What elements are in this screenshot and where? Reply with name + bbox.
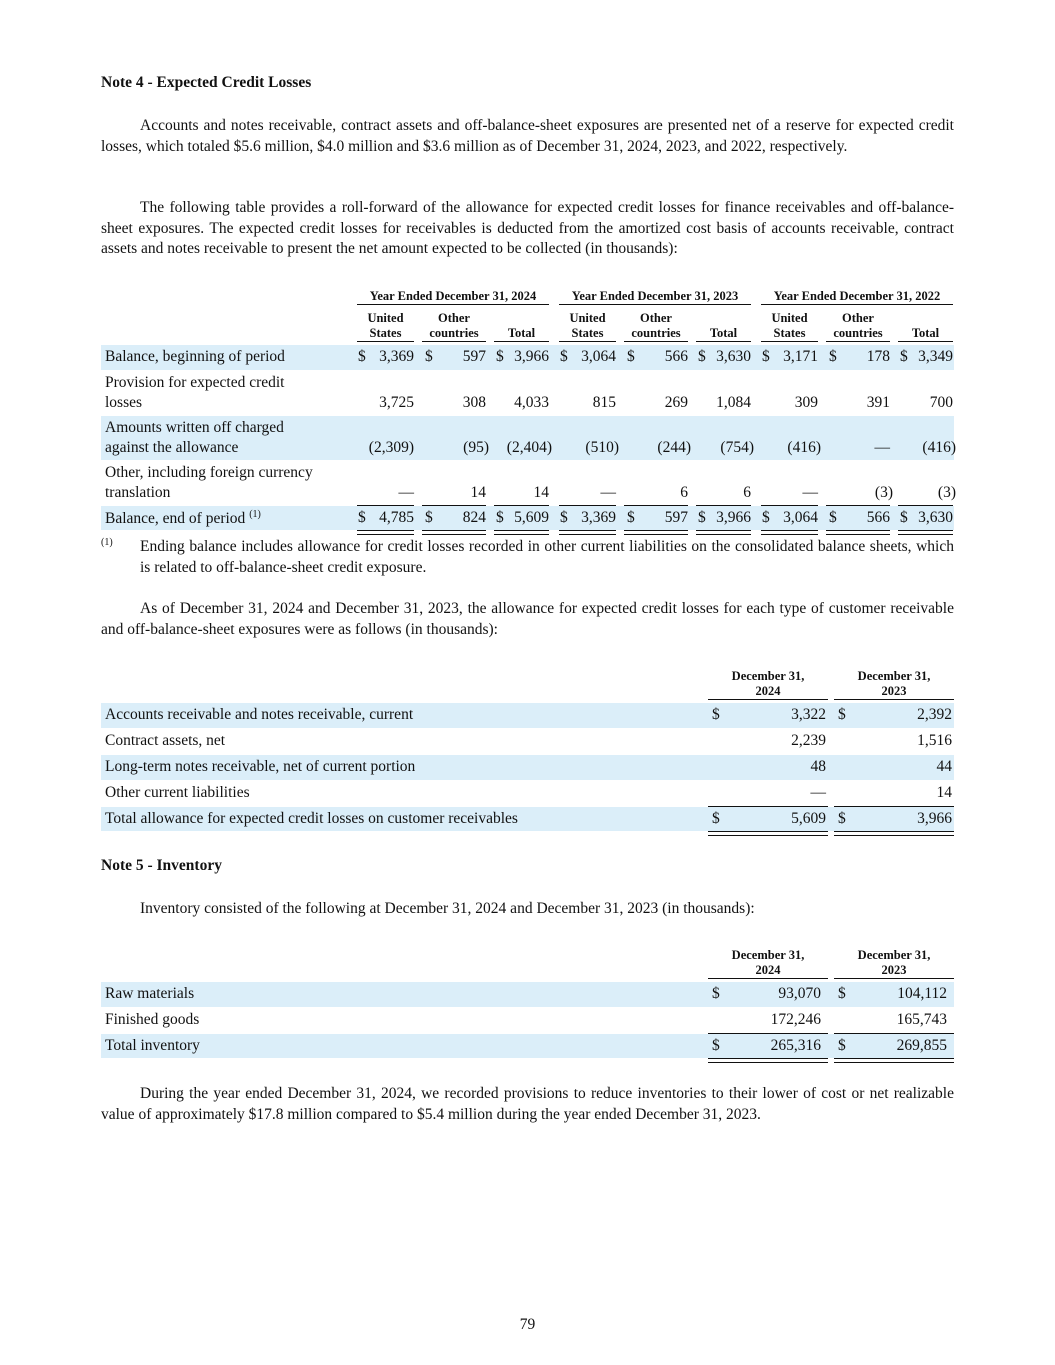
value-cell: 269 (664, 394, 688, 411)
currency-symbol: $ (425, 509, 433, 526)
value-cell: 3,966 (917, 810, 952, 827)
value-cell: 3,369 (379, 348, 414, 365)
currency-symbol: $ (712, 810, 720, 827)
total-double-rule (624, 530, 688, 535)
subheader-total-2024: Total (494, 326, 549, 342)
value-cell: 309 (794, 394, 818, 411)
value-cell: (754) (720, 439, 754, 456)
row-label: Amounts written off charged against the allowance (105, 419, 284, 456)
value-cell: 265,316 (770, 1037, 821, 1054)
currency-symbol: $ (900, 509, 908, 526)
currency-symbol: $ (900, 348, 908, 365)
col-header-2023: December 31, 2023 (834, 948, 954, 979)
value-cell: 4,785 (379, 509, 414, 526)
value-cell: 3,630 (918, 509, 953, 526)
table-row (101, 345, 954, 370)
row-label: Balance, end of period $^{(1)}$ (105, 509, 261, 528)
row-label: Balance, beginning of period (105, 348, 285, 365)
table-row (101, 703, 954, 728)
currency-symbol: $ (698, 348, 706, 365)
currency-symbol: $ (496, 348, 504, 365)
table-row (101, 461, 954, 505)
currency-symbol: $ (712, 985, 720, 1002)
value-cell: 14 (533, 484, 549, 501)
total-double-rule (696, 530, 751, 535)
currency-symbol: $ (838, 810, 846, 827)
row-label: Other, including foreign currency translation (105, 464, 313, 501)
value-cell: 269,855 (896, 1037, 947, 1054)
currency-symbol: $ (560, 509, 568, 526)
currency-symbol: $ (838, 985, 846, 1002)
subheader-other-2022: Other countries (826, 311, 890, 342)
footnote-text: Ending balance includes allowance for credit losses recorded in other current liabilities on the consolidated balance sheets, which is related to off-balance-sheet credit exposure. (140, 538, 954, 576)
value-cell: — (600, 484, 616, 501)
currency-symbol: $ (838, 706, 846, 723)
table-row (101, 506, 954, 530)
total-double-rule (826, 530, 890, 535)
currency-symbol: $ (762, 348, 770, 365)
value-cell: 3,630 (716, 348, 751, 365)
row-label: Finished goods (105, 1011, 200, 1028)
value-cell: 3,966 (716, 509, 751, 526)
currency-symbol: $ (358, 509, 366, 526)
note4-paragraph-3: As of December 31, 2024 and December 31, 2023, the allowance for expected credit losses for each type of customer receivable and off-balance-sheet exposures were as follows (in thousands): (101, 600, 954, 638)
note4-title: Note 4 - Expected Credit Losses (101, 74, 312, 91)
value-cell: 4,033 (514, 394, 549, 411)
total-double-rule (494, 530, 549, 535)
table-row (101, 781, 954, 806)
value-cell: 93,070 (778, 985, 821, 1002)
total-double-rule (834, 1058, 954, 1063)
value-cell: 3,349 (918, 348, 953, 365)
currency-symbol: $ (829, 509, 837, 526)
row-label: Total inventory (105, 1037, 200, 1054)
row-label: Long-term notes receivable, net of current portion (105, 758, 416, 775)
total-double-rule (708, 831, 828, 836)
currency-symbol: $ (762, 509, 770, 526)
row-label: Raw materials (105, 985, 195, 1002)
value-cell: (3) (874, 484, 893, 501)
row-label: Total allowance for expected credit losses on customer receivables (105, 810, 518, 827)
total-double-rule (357, 530, 414, 535)
currency-symbol: $ (698, 509, 706, 526)
note5-paragraph-1: Inventory consisted of the following at December 31, 2024 and December 31, 2023 (in thousands): (140, 900, 755, 917)
col-header-2023: December 31, 2023 (834, 669, 954, 700)
value-cell: 1,516 (917, 732, 952, 749)
total-double-rule (422, 530, 486, 535)
subheader-other-2023: Other countries (624, 311, 688, 342)
note5-paragraph-2: During the year ended December 31, 2024, we recorded provisions to reduce inventories to their lower of cost or net realizable value of approximately $17.8 million compared to $5.4 million during the year ended December 31, 2023. (101, 1085, 954, 1123)
value-cell: (95) (463, 439, 489, 456)
table-row (101, 1008, 954, 1033)
value-cell: 1,084 (716, 394, 751, 411)
value-cell: 14 (936, 784, 952, 801)
currency-symbol: $ (358, 348, 366, 365)
col-header-2024: December 31, 2024 (708, 948, 828, 979)
table-row (101, 371, 954, 415)
subheader-us-2024: United States (357, 311, 414, 342)
footnote-mark: (1) (101, 537, 113, 548)
value-cell: — (398, 484, 414, 501)
row-label: Other current liabilities (105, 784, 250, 801)
currency-symbol: $ (627, 509, 635, 526)
value-cell: 597 (462, 348, 486, 365)
subheader-us-2023: United States (559, 311, 616, 342)
currency-symbol: $ (838, 1037, 846, 1054)
page-number: 79 (519, 1316, 536, 1333)
table-row (101, 982, 954, 1007)
value-cell: 5,609 (791, 810, 826, 827)
total-double-rule (834, 831, 954, 836)
period-header-2022: Year Ended December 31, 2022 (761, 289, 953, 305)
value-cell: 3,369 (581, 509, 616, 526)
value-cell: 3,725 (379, 394, 414, 411)
currency-symbol: $ (496, 509, 504, 526)
note4-paragraph-1: Accounts and notes receivable, contract assets and off-balance-sheet exposures are presented net of a reserve for expected credit losses, which totaled $5.6 million, $4.0 million and $3.6 million as of December 31, 2024, 2023, and 2022, respectively. (101, 117, 954, 155)
value-cell: 700 (929, 394, 953, 411)
col-header-2024: December 31, 2024 (708, 669, 828, 700)
value-cell: 824 (462, 509, 486, 526)
value-cell: — (802, 484, 818, 501)
currency-symbol: $ (829, 348, 837, 365)
table-row (101, 1034, 954, 1058)
value-cell: 3,322 (791, 706, 826, 723)
currency-symbol: $ (712, 706, 720, 723)
value-cell: 566 (866, 509, 890, 526)
row-label: Provision for expected credit losses (105, 374, 285, 411)
value-cell: (2,404) (506, 439, 552, 456)
value-cell: (244) (657, 439, 691, 456)
value-cell: 48 (810, 758, 826, 775)
value-cell: 5,609 (514, 509, 549, 526)
subheader-us-2022: United States (761, 311, 818, 342)
table-row (101, 807, 954, 831)
value-cell: 815 (592, 394, 616, 411)
value-cell: 44 (936, 758, 952, 775)
table-row (101, 416, 954, 460)
period-header-2023: Year Ended December 31, 2023 (559, 289, 751, 305)
row-label: Accounts receivable and notes receivable, current (105, 706, 414, 723)
value-cell: 566 (664, 348, 688, 365)
note5-title: Note 5 - Inventory (101, 857, 222, 874)
currency-symbol: $ (560, 348, 568, 365)
total-double-rule (708, 1058, 828, 1063)
table-row (101, 729, 954, 754)
value-cell: 178 (866, 348, 890, 365)
value-cell: 597 (664, 509, 688, 526)
value-cell: (416) (787, 439, 821, 456)
period-header-2024: Year Ended December 31, 2024 (357, 289, 549, 305)
footnote-ref: (1) (249, 509, 261, 520)
subheader-total-2023: Total (696, 326, 751, 342)
currency-symbol: $ (425, 348, 433, 365)
value-cell: (2,309) (368, 439, 414, 456)
value-cell: — (810, 784, 826, 801)
value-cell: 104,112 (897, 985, 947, 1002)
value-cell: 3,966 (514, 348, 549, 365)
value-cell: 2,392 (917, 706, 952, 723)
total-double-rule (898, 530, 953, 535)
subheader-other-2024: Other countries (422, 311, 486, 342)
note4-paragraph-2: The following table provides a roll-forward of the allowance for expected credit losses for finance receivables and off-balance-sheet exposures. The expected credit losses for receivables is deducted from the amortized cost basis of accounts receivable, contract assets and notes receivable to present the net amount expected to be collected (in thousands): (101, 199, 954, 257)
value-cell: 2,239 (791, 732, 826, 749)
value-cell: (416) (922, 439, 956, 456)
value-cell: 3,064 (581, 348, 616, 365)
currency-symbol: $ (712, 1037, 720, 1054)
value-cell: 6 (680, 484, 688, 501)
value-cell: (3) (937, 484, 956, 501)
value-cell: 14 (470, 484, 486, 501)
value-cell: 6 (743, 484, 751, 501)
value-cell: 165,743 (896, 1011, 947, 1028)
row-label: Contract assets, net (105, 732, 226, 749)
value-cell: 391 (866, 394, 890, 411)
value-cell: 172,246 (770, 1011, 821, 1028)
table-row (101, 755, 954, 780)
value-cell: 3,171 (783, 348, 818, 365)
currency-symbol: $ (627, 348, 635, 365)
total-double-rule (559, 530, 616, 535)
value-cell: (510) (585, 439, 619, 456)
value-cell: 3,064 (783, 509, 818, 526)
value-cell: — (874, 439, 890, 456)
value-cell: 308 (462, 394, 486, 411)
subheader-total-2022: Total (898, 326, 953, 342)
total-double-rule (761, 530, 818, 535)
